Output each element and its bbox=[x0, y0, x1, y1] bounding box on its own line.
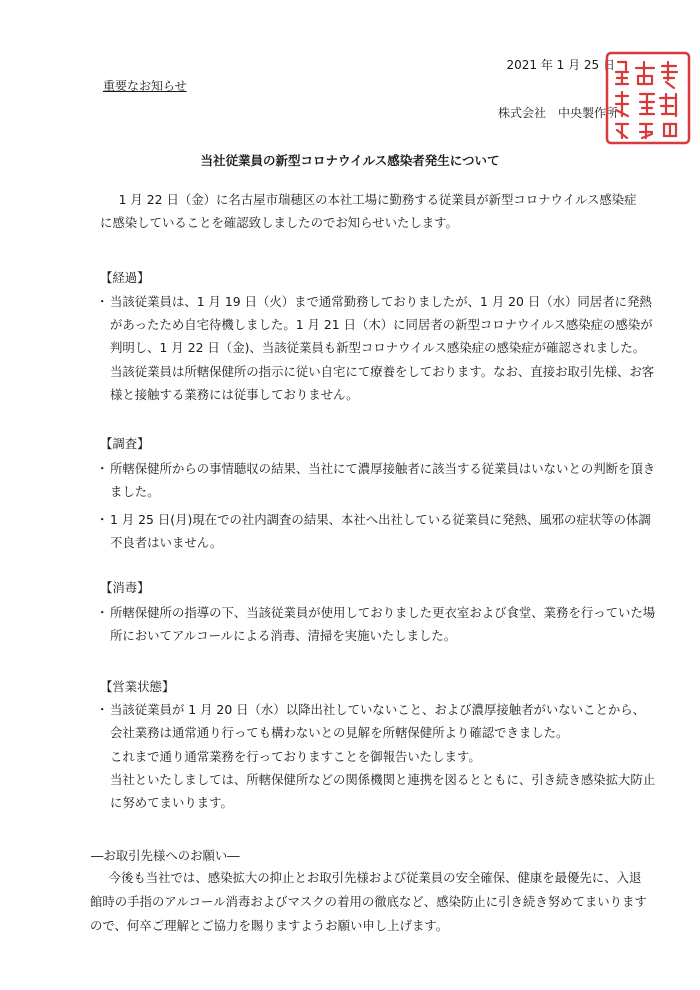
heading-business-status: 【営業状態】 bbox=[100, 679, 175, 694]
business-item-text: 当該従業員が 1 月 20 日（水）以降出社していないこと、および濃厚接触者がいないことから、会社業務は通常通り行っても構わないとの見解を所轄保健所より確認できました。 bbox=[110, 702, 646, 741]
company-name: 株式会社 中央製作所 bbox=[497, 106, 618, 120]
investigation-item-text: 1 月 25 日(月)現在での社内調査の結果、本社へ出社している従業員に発熱、風邪の症状等の体調不良者はいません。 bbox=[110, 512, 651, 551]
bullet-marker: ・ bbox=[96, 294, 109, 309]
bullet-marker: ・ bbox=[96, 512, 109, 527]
intro-paragraph: 1 月 22 日（金）に名古屋市瑞穂区の本社工場に勤務する従業員が新型コロナウイルス感染症に感染していることを確認致しましたのでお知らせいたします。 bbox=[100, 192, 637, 231]
request-heading: ―お取引先様へのお願い― bbox=[91, 848, 240, 863]
progress-item-text: 当該従業員は、1 月 19 日（火）まで通常勤務しておりましたが、1 月 20 日（水）同居者に発熱があったため自宅待機しました。1 月 21 日（木）に同居者の新型コロナウイルス感染症の感染が判明し、1 月 22 日（金)、当該従業員も新型コロナウイルス感染症の感染症が確認されました。当該従業員は所轄保健所の指示に従い自宅にて療養をしております。なお、直接お取引先様、お客様と接触する業務には従事しておりません。 bbox=[110, 294, 655, 402]
investigation-bullet-item bbox=[96, 508, 656, 554]
investigation-item-text: 所轄保健所からの事情聴収の結果、当社にて濃厚接触者に該当する従業員はいないとの判断を頂きました。 bbox=[110, 461, 656, 500]
bullet-marker: ・ bbox=[96, 461, 109, 476]
progress-bullet-item bbox=[96, 290, 656, 406]
business-continuation-line: 当社といたしましては、所轄保健所などの関係機関と連携を図るとともに、引き続き感染拡大防止に努めてまいります。 bbox=[110, 772, 656, 811]
company-seal-stamp bbox=[604, 50, 692, 146]
disinfection-item-text: 所轄保健所の指導の下、当該従業員が使用しておりました更衣室および食堂、業務を行っていた場所においてアルコールによる消毒、清掃を実施いたしました。 bbox=[110, 605, 656, 644]
bullet-marker: ・ bbox=[96, 702, 109, 717]
heading-investigation: 【調査】 bbox=[100, 436, 150, 451]
bullet-marker: ・ bbox=[96, 605, 109, 620]
investigation-bullet-item bbox=[96, 457, 656, 503]
business-continuation-line: これまで通り通常業務を行っておりますことを御報告いたします。 bbox=[110, 749, 481, 764]
request-paragraph: 今後も当社では、感染拡大の抑止とお取引先様および従業員の安全確保、健康を最優先に、入退館時の手指のアルコール消毒およびマスクの着用の徹底など、感染防止に引き続き努めてまいりますので、何卒ご理解とご協力を賜りますようお願い申し上げます。 bbox=[90, 870, 647, 933]
notice-title: 当社従業員の新型コロナウイルス感染者発生について bbox=[200, 153, 500, 168]
heading-disinfection: 【消毒】 bbox=[100, 580, 150, 595]
important-notice-label: 重要なお知らせ bbox=[103, 79, 187, 93]
heading-progress: 【経過】 bbox=[100, 270, 150, 285]
notice-date: 2021 年 1 月 25 日 bbox=[506, 58, 615, 72]
disinfection-bullet-item bbox=[96, 601, 656, 647]
business-bullet-item bbox=[96, 698, 656, 744]
